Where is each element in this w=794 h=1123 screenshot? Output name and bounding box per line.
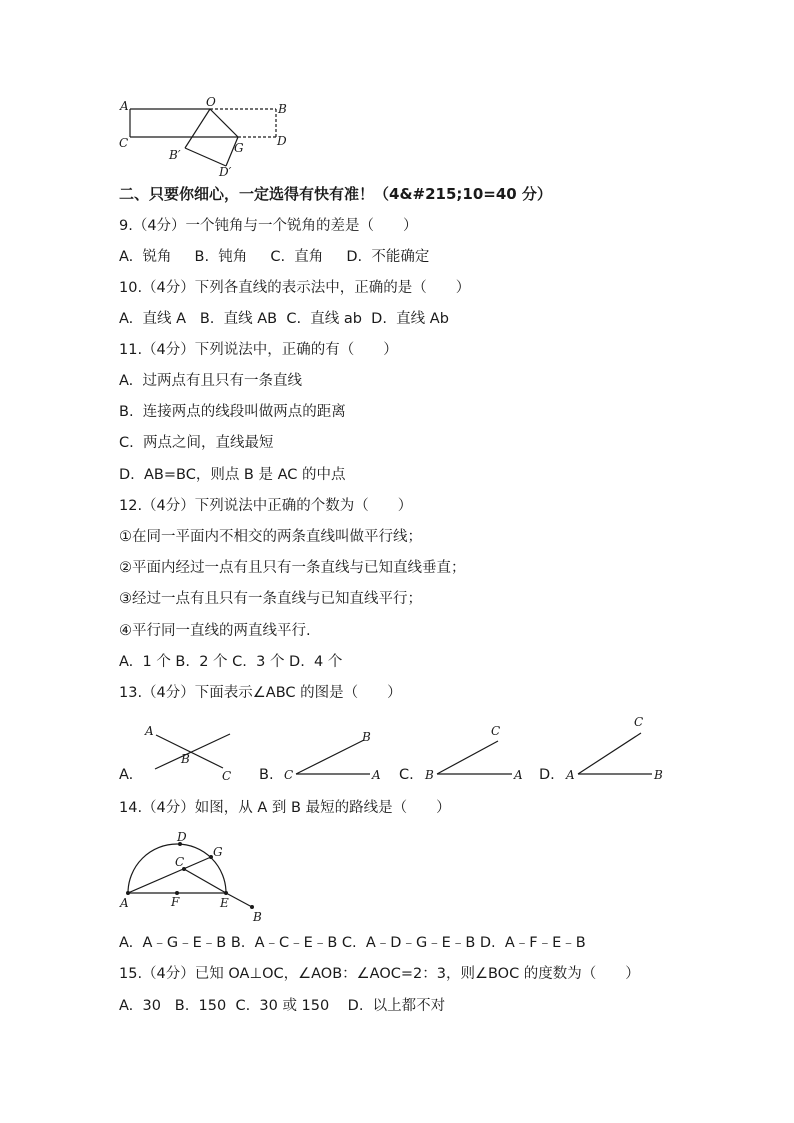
q12-options: A. 1 个 B. 2 个 C. 3 个 D. 4 个	[119, 654, 343, 670]
q13-option-d-label: D.	[539, 767, 555, 783]
q11-option-a: A. 过两点有且只有一条直线	[119, 373, 302, 389]
q13b-label-C: C	[284, 768, 294, 782]
q13c-label-A: A	[514, 768, 523, 782]
q13c-label-B: B	[425, 768, 434, 782]
section-heading: 二、只要你细心，一定选得有快有准！（4&#215;10=40 分）	[119, 185, 552, 203]
q12-statement-2: ②平面内经过一点有且只有一条直线与已知直线垂直；	[119, 560, 466, 576]
q14-stem: 14.（4分）如图，从 A 到 B 最短的路线是（ ）	[119, 800, 451, 816]
q10-options: A. 直线 A B. 直线 AB C. 直线 ab D. 直线 Ab	[119, 311, 449, 327]
q13a-label-B: B	[181, 752, 190, 766]
q13a-label-A: A	[145, 724, 154, 738]
label-B-prime: B′	[169, 148, 181, 162]
q13d-label-B: B	[654, 768, 663, 782]
q15-options: A. 30 B. 150 C. 30 或 150 D. 以上都不对	[119, 998, 446, 1014]
q14-label-A: A	[120, 896, 129, 910]
q14-options: A. A﹣G﹣E﹣B B. A﹣C﹣E﹣B C. A﹣D﹣G﹣E﹣B D. A﹣F﹣E﹣B	[119, 935, 586, 951]
q13d-label-A: A	[566, 768, 575, 782]
q13b-label-A: A	[372, 768, 381, 782]
q14-label-F: F	[171, 895, 180, 909]
q13d-label-C: C	[634, 715, 644, 729]
q12-statement-3: ③经过一点有且只有一条直线与已知直线平行；	[119, 591, 422, 607]
label-C: C	[119, 136, 129, 150]
q13-stem: 13.（4分）下面表示∠ABC 的图是（ ）	[119, 685, 402, 701]
q13a-label-C: C	[222, 769, 232, 783]
q13-option-b-label: B.	[259, 767, 274, 783]
q14-label-E: E	[220, 896, 229, 910]
q12-statement-4: ④平行同一直线的两直线平行.	[119, 623, 311, 639]
q14-label-B: B	[253, 910, 262, 924]
q9-options: A. 锐角 B. 钝角 C. 直角 D. 不能确定	[119, 249, 430, 265]
q12-stem: 12.（4分）下列说法中正确的个数为（ ）	[119, 498, 413, 514]
label-O: O	[206, 95, 216, 109]
q13c-label-C: C	[491, 724, 501, 738]
q11-option-d: D. AB=BC，则点 B 是 AC 的中点	[119, 467, 346, 483]
q14-label-C: C	[175, 855, 185, 869]
q15-stem: 15.（4分）已知 OA⊥OC，∠AOB：∠AOC=2：3，则∠BOC 的度数为（ ）	[119, 966, 640, 982]
label-D: D	[277, 134, 287, 148]
q13-option-a-label: A.	[119, 767, 134, 783]
q13-option-c-label: C.	[399, 767, 414, 783]
q13b-label-B: B	[362, 730, 371, 744]
q12-statement-1: ①在同一平面内不相交的两条直线叫做平行线；	[119, 529, 422, 545]
q11-option-c: C. 两点之间，直线最短	[119, 435, 274, 451]
label-D-prime: D′	[219, 165, 232, 179]
q10-stem: 10.（4分）下列各直线的表示法中，正确的是（ ）	[119, 280, 471, 296]
q14-label-G: G	[213, 845, 223, 859]
label-B: B	[278, 102, 287, 116]
q11-stem: 11.（4分）下列说法中，正确的有（ ）	[119, 342, 398, 358]
label-A: A	[120, 99, 129, 113]
label-G: G	[234, 141, 244, 155]
q14-label-D: D	[177, 830, 187, 844]
q11-option-b: B. 连接两点的线段叫做两点的距离	[119, 404, 346, 420]
q9-stem: 9.（4分）一个钝角与一个锐角的差是（ ）	[119, 218, 418, 234]
